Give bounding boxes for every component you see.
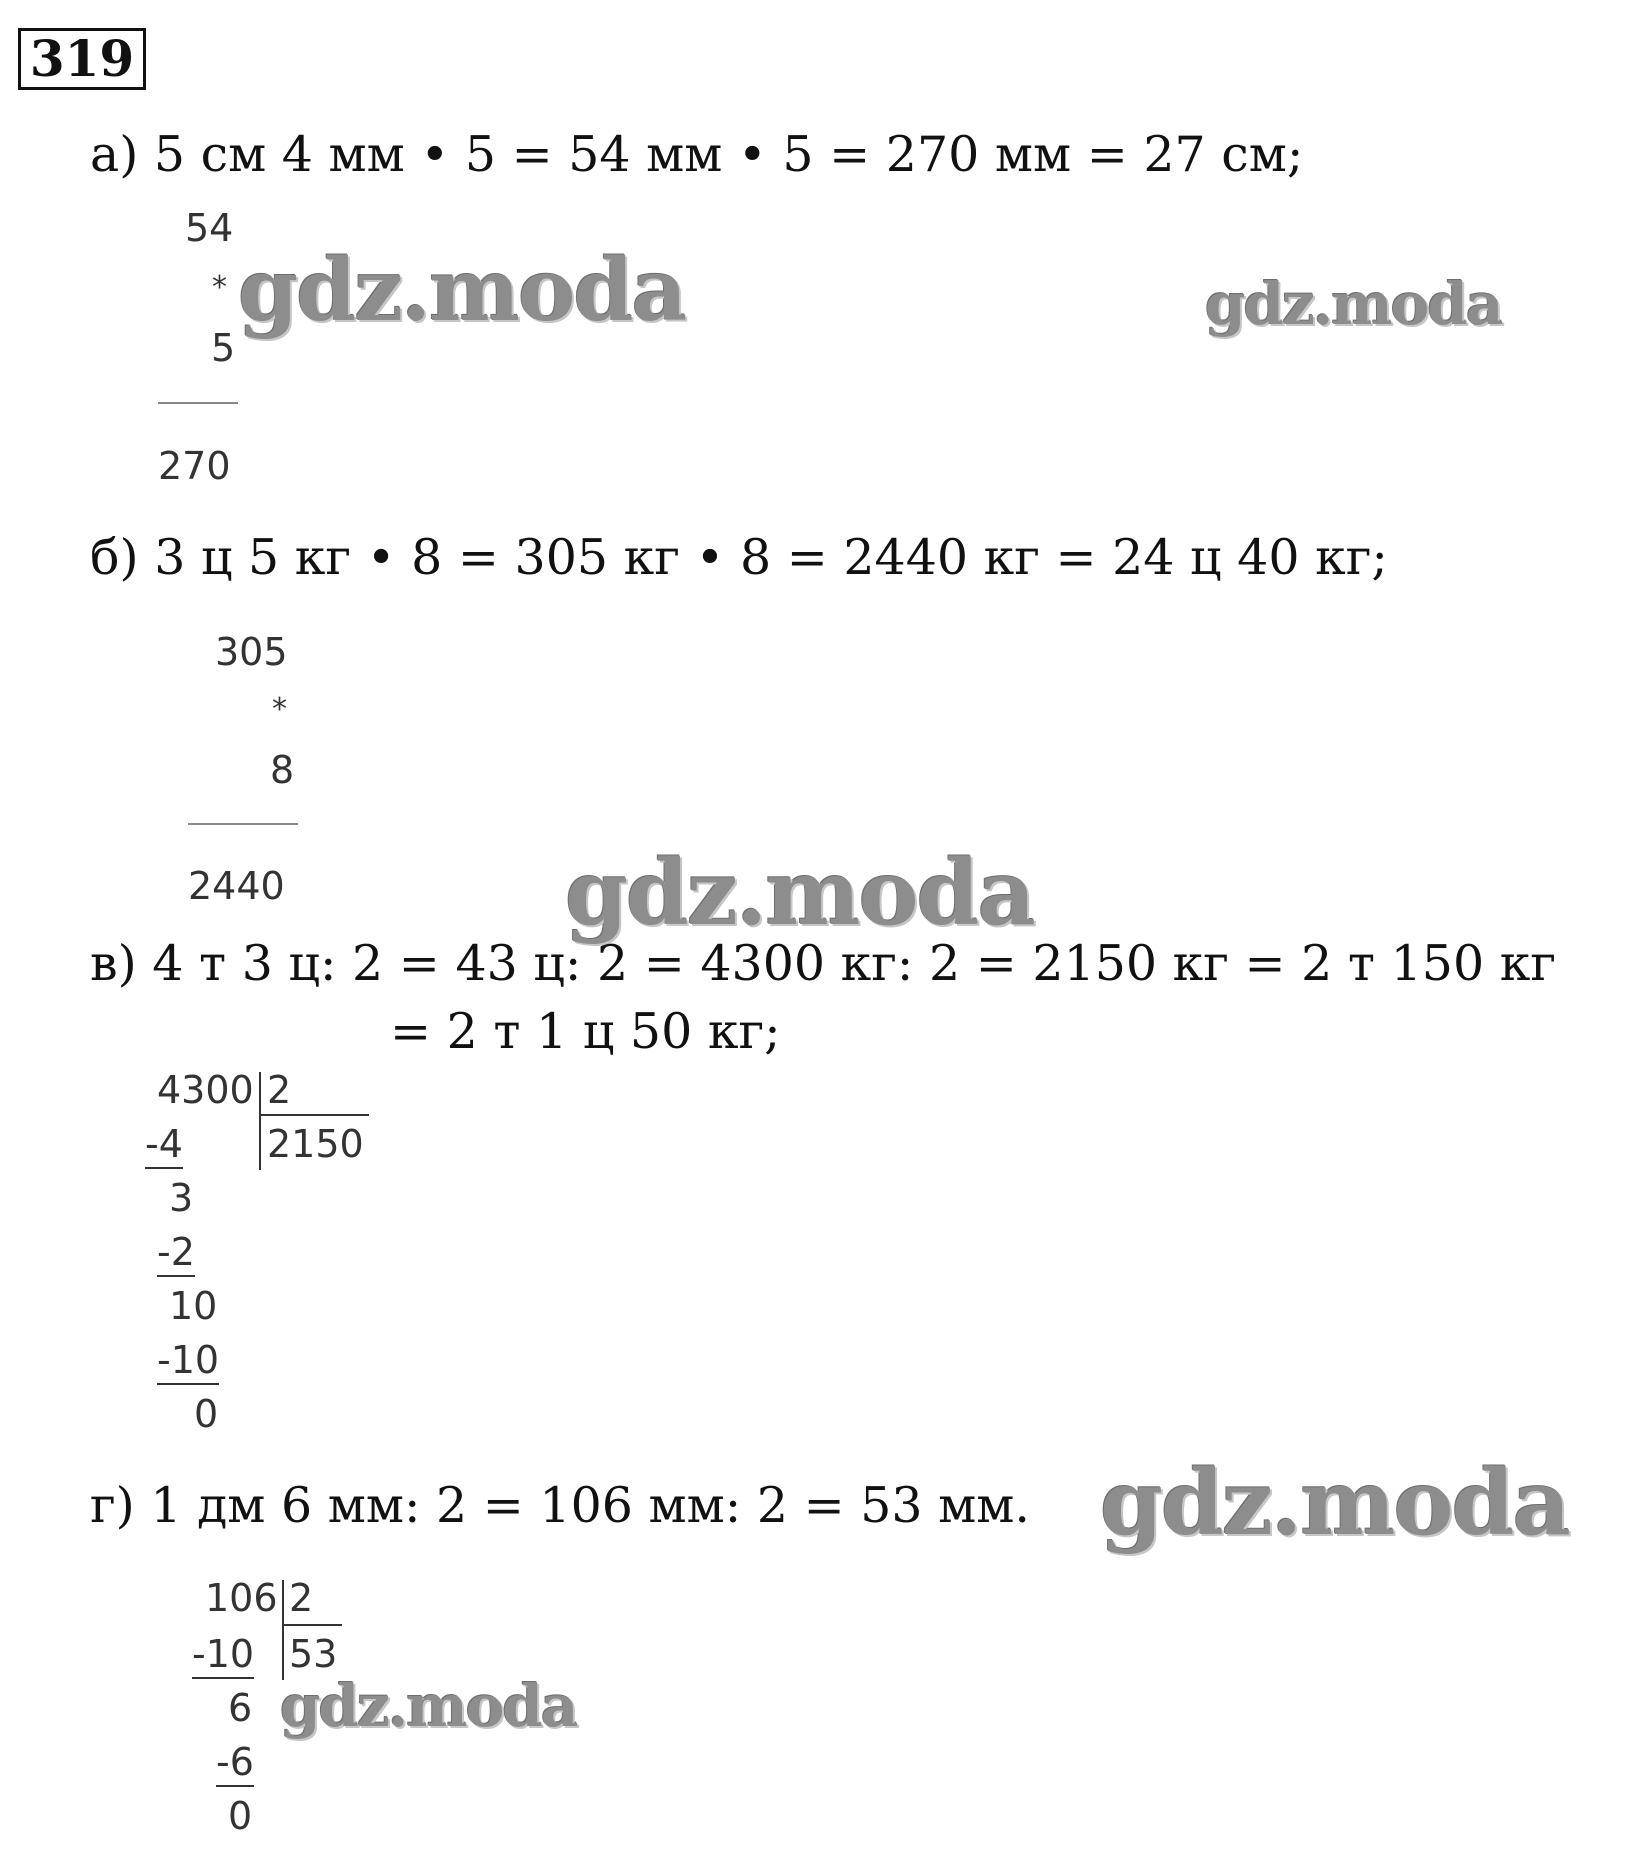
part-g-step: -6 <box>216 1740 254 1784</box>
part-b-col-result: 2440 <box>188 864 285 908</box>
watermark-text: gdz.moda <box>238 240 686 341</box>
part-g-divisor: 2 <box>289 1576 314 1620</box>
part-v-step: 10 <box>169 1284 218 1328</box>
part-v-step: 3 <box>169 1176 194 1220</box>
watermark-text: gdz.moda <box>1100 1450 1569 1556</box>
part-a-col-top: 54 <box>185 206 234 250</box>
part-v-equation-line2: = 2 т 1 ц 50 кг; <box>390 1003 781 1060</box>
watermark-text: gdz.moda <box>1205 270 1502 338</box>
part-v-quotient: 2150 <box>267 1122 364 1166</box>
part-b-col-op: * <box>272 692 287 727</box>
part-g-quotient: 53 <box>289 1632 338 1676</box>
part-g-step: -10 <box>192 1632 254 1676</box>
part-b-col-rule <box>188 823 298 825</box>
part-g-quotient-line <box>284 1624 342 1626</box>
part-b-equation: б) 3 ц 5 кг • 8 = 305 кг • 8 = 2440 кг = 24 ц 40 кг; <box>90 529 1388 586</box>
problem-number: 319 <box>18 28 146 90</box>
part-v-step: -4 <box>145 1122 183 1166</box>
part-g-equation: г) 1 дм 6 мм: 2 = 106 мм: 2 = 53 мм. <box>90 1477 1030 1534</box>
part-v-step: -10 <box>157 1338 219 1382</box>
part-v-step: 0 <box>194 1392 219 1436</box>
part-a-col-rule <box>158 402 238 404</box>
part-v-divisor: 2 <box>267 1068 292 1112</box>
part-a-equation: а) 5 см 4 мм • 5 = 54 мм • 5 = 270 мм = 27 см; <box>90 126 1304 183</box>
part-g-step: 6 <box>228 1686 253 1730</box>
part-a-col-result: 270 <box>158 444 231 488</box>
part-g-step: 0 <box>228 1794 253 1838</box>
watermark-text: gdz.moda <box>280 1672 577 1740</box>
part-v-equation-line1: в) 4 т 3 ц: 2 = 43 ц: 2 = 4300 кг: 2 = 2150 кг = 2 т 150 кг <box>90 935 1557 992</box>
part-v-quotient-line <box>261 1114 369 1116</box>
part-a-col-op: * <box>212 270 227 305</box>
part-b-col-mult: 8 <box>270 748 295 792</box>
part-a-col-mult: 5 <box>211 326 236 370</box>
part-v-dividend: 4300 <box>157 1068 254 1112</box>
part-v-step: -2 <box>157 1230 195 1274</box>
part-g-dividend: 106 <box>205 1576 278 1620</box>
watermark-text: gdz.moda <box>565 840 1034 946</box>
part-v-division-bar <box>259 1072 261 1170</box>
part-g-division-bar <box>282 1580 284 1680</box>
part-b-col-top: 305 <box>215 630 288 674</box>
